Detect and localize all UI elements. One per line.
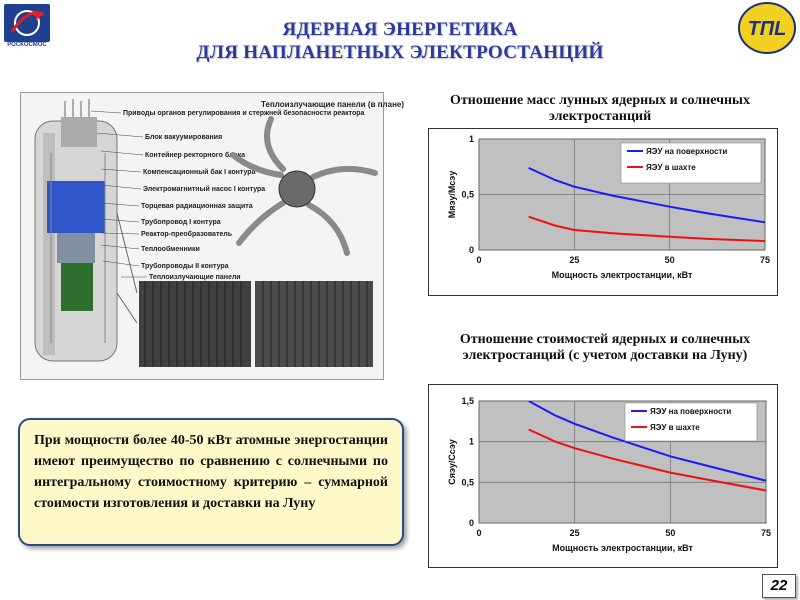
chart1-y-axis-label: Мяэу/Мсэу xyxy=(447,170,457,219)
reactor-illustration xyxy=(21,93,405,379)
chart2-y-tick-label: 1,5 xyxy=(461,396,474,406)
drawing-label-1: Приводы органов регулирования и стержней безопасности реактора xyxy=(123,110,365,117)
chart1-y-tick-label: 1 xyxy=(468,134,474,144)
chart2-y-tick-label: 0 xyxy=(468,518,474,528)
chart2-x-tick-label: 25 xyxy=(569,528,580,538)
drawing-label-2: Блок вакуумирования xyxy=(145,134,223,141)
chart1-y-tick-label: 0,5 xyxy=(461,189,474,200)
drawing-label-10: Трубопроводы II контура xyxy=(141,263,229,270)
chart1-y-tick-label: 0 xyxy=(468,245,474,255)
roscosmos-caption: РОСКОСМОС xyxy=(7,42,47,48)
chart2-plot xyxy=(429,385,777,567)
chart2-x-tick-label: 50 xyxy=(665,528,676,538)
chart2-legend-label-1: ЯЭУ на поверхности xyxy=(650,407,732,416)
chart1-x-tick-label: 75 xyxy=(759,255,771,265)
chart1-x-tick-label: 0 xyxy=(476,255,482,265)
drawing-label-4: Компенсационный бак I контура xyxy=(143,169,256,176)
chart2-x-tick-label: 75 xyxy=(760,528,772,538)
conclusion-callout xyxy=(18,418,404,546)
drawing-label-3: Контейнер ректорного блока xyxy=(145,152,246,159)
company-logo xyxy=(738,2,796,54)
drawing-label-11: Теплоизлучающие панели xyxy=(149,274,241,281)
chart2-x-tick-label: 0 xyxy=(476,528,482,538)
page-title xyxy=(120,18,680,64)
chart1-x-tick-label: 25 xyxy=(569,255,580,265)
chart2-legend-label-2: ЯЭУ в шахте xyxy=(650,423,700,432)
chart2-y-axis-label: Сяэу/Ссэу xyxy=(447,439,457,485)
page-number: 22 xyxy=(762,574,796,598)
drawing-label-7: Трубопровод I контура xyxy=(141,219,221,226)
conclusion-text: При мощности более 40-50 кВт атомные энергостанции имеют преимущество по сравнению с солнечными по интегральному стоимостному критерию – суммарной стоимости изготовления и доставки на Луну xyxy=(34,433,388,511)
panels-caption: Теплоизлучающие панели (в плане) xyxy=(261,100,405,109)
reactor-drawing xyxy=(20,92,405,380)
chart1-x-tick-label: 50 xyxy=(664,255,675,265)
drawing-label-8: Реактор-преобразователь xyxy=(141,231,233,238)
title-line-1: ЯДЕРНАЯ ЭНЕРГЕТИКА xyxy=(282,19,518,40)
drawing-label-6: Торцевая радиационная защита xyxy=(141,203,253,210)
title-line-2: ДЛЯ НАПЛАНЕТНЫХ ЭЛЕКТРОСТАНЦИЙ xyxy=(196,42,604,63)
chart2-frame xyxy=(428,384,778,568)
company-logo-text: TПL xyxy=(747,18,787,40)
chart1-legend-label-1: ЯЭУ на поверхности xyxy=(646,147,728,156)
chart2-y-tick-label: 0,5 xyxy=(461,477,474,488)
drawing-label-5: Электромагнитный насос I контура xyxy=(143,186,266,193)
chart1-legend-label-2: ЯЭУ в шахте xyxy=(646,163,696,172)
chart1-plot xyxy=(429,129,777,295)
chart2-title: Отношение стоимостей ядерных и солнечных электростанций (с учетом доставки на Луну) xyxy=(459,332,751,363)
chart1-x-axis-label: Мощность электростанции, кВт xyxy=(551,270,693,280)
chart2-y-tick-label: 1 xyxy=(468,436,474,447)
chart1-title: Отношение масс лунных ядерных и солнечных электростанций xyxy=(450,93,750,124)
chart2-x-axis-label: Мощность электростанции, кВт xyxy=(552,543,693,553)
chart1-frame xyxy=(428,128,778,296)
drawing-label-9: Теплообменники xyxy=(141,246,200,253)
